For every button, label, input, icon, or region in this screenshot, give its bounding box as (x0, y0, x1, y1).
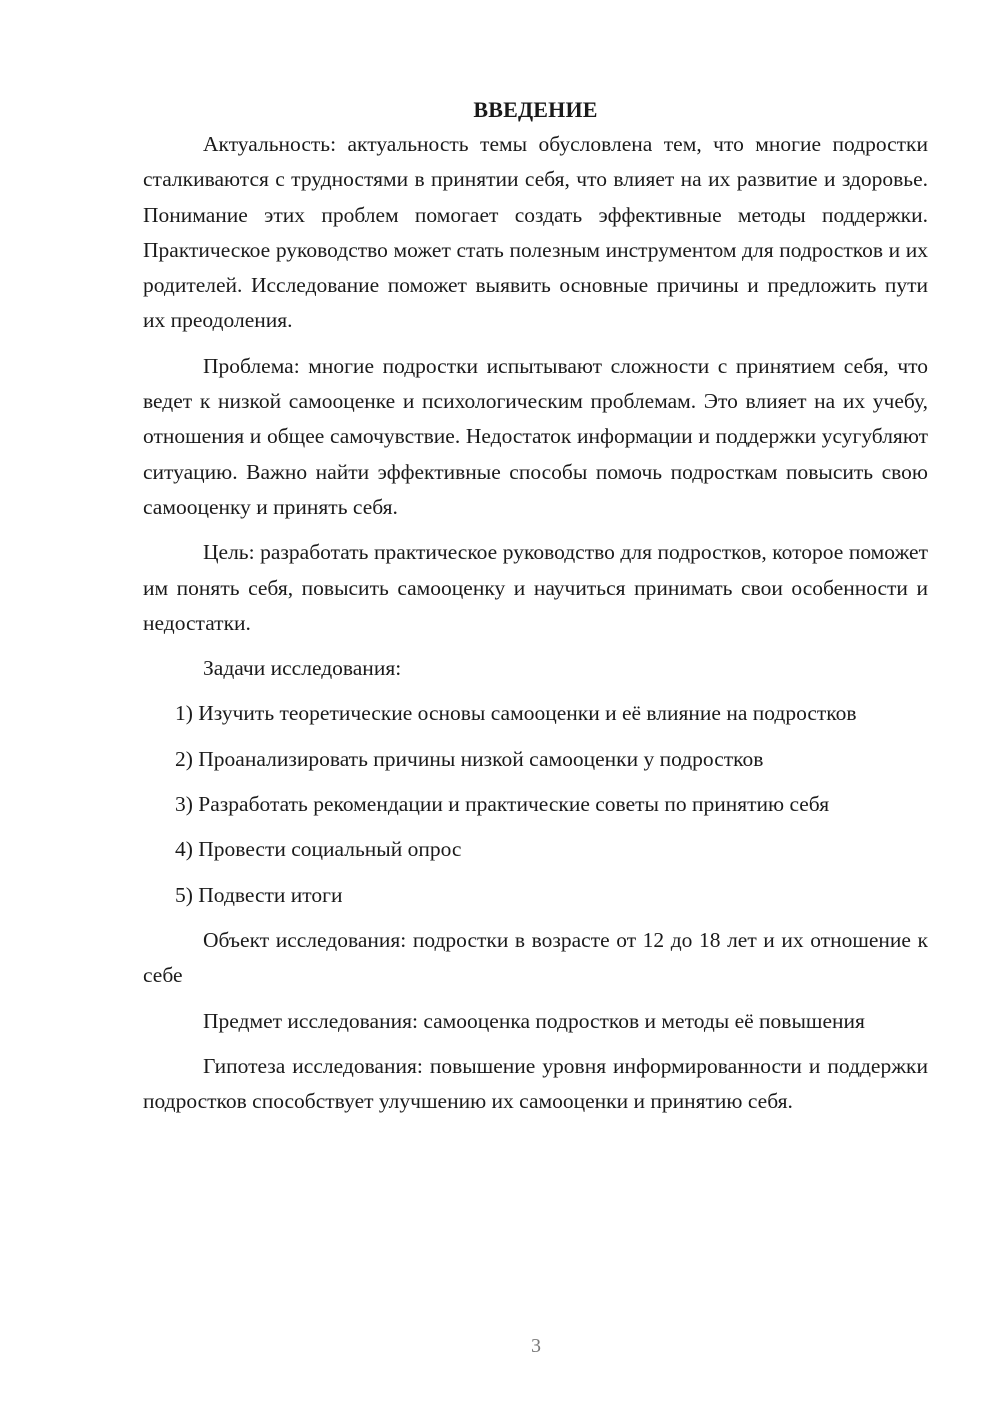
page-number: 3 (531, 1335, 541, 1357)
tasks-heading: Задачи исследования: (203, 656, 402, 681)
list-item: 2) Проанализировать причины низкой самооценки у подростков (175, 746, 764, 771)
hypothesis-paragraph: Гипотеза исследования: повышение уровня информированности и поддержки подростков способствует улучшению их самооценки и принятию себя. (143, 1053, 928, 1114)
tasks-list (143, 696, 928, 912)
page-title: ВВЕДЕНИЕ (473, 97, 598, 122)
relevance-paragraph: Актуальность: актуальность темы обусловлена тем, что многие подростки сталкиваются с трудностями в принятии себя, что влияет на их развитие и здоровье. Понимание этих проблем помогает создать эффективные методы поддержки. Практическое руководство может стать полезным инструментом для подростков и их родителей. Исследование поможет выявить основные причины и предложить пути их преодоления. (143, 132, 928, 333)
document-page (143, 92, 928, 1129)
goal-paragraph: Цель: разработать практическое руководство для подростков, которое поможет им понять себя, повысить самооценку и научиться принимать свои особенности и недостатки. (143, 540, 928, 635)
list-item: 5) Подвести итоги (175, 882, 343, 907)
problem-paragraph: Проблема: многие подростки испытывают сложности с принятием себя, что ведет к низкой самооценке и психологическим проблемам. Это влияет на их учебу, отношения и общее самочувствие. Недостаток информации и поддержки усугубляют ситуацию. Важно найти эффективные способы помочь подросткам повысить свою самооценку и принять себя. (143, 353, 928, 519)
list-item: 1) Изучить теоретические основы самооценки и её влияние на подростков (175, 701, 857, 726)
subject-paragraph: Предмет исследования: самооценка подростков и методы её повышения (203, 1008, 865, 1033)
list-item: 4) Провести социальный опрос (175, 837, 462, 862)
object-paragraph: Объект исследования: подростки в возрасте от 12 до 18 лет и их отношение к себе (143, 927, 928, 988)
list-item: 3) Разработать рекомендации и практические советы по принятию себя (175, 792, 830, 817)
